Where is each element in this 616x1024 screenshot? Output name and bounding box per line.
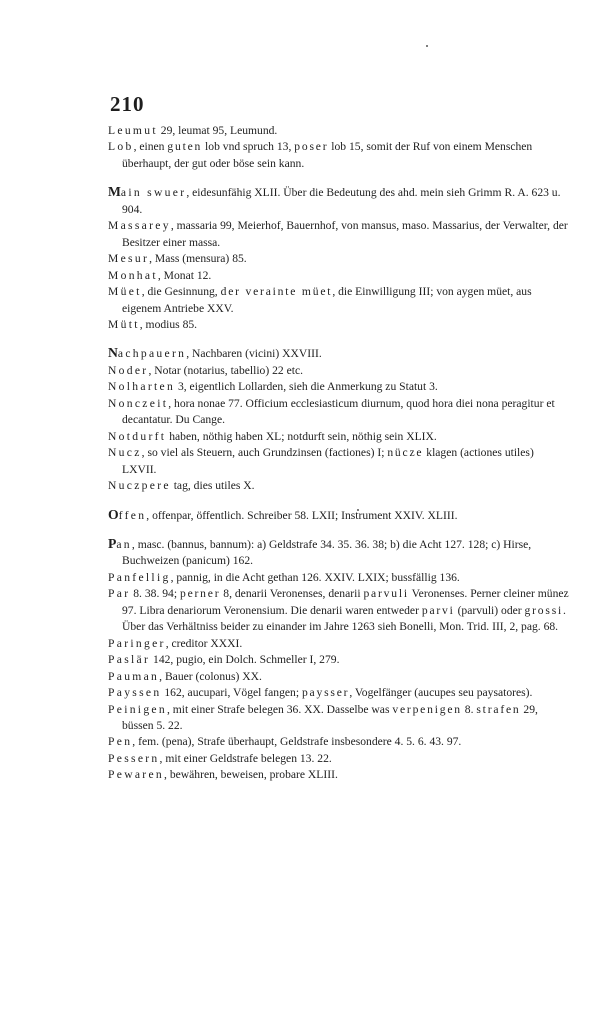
- spaced-term: guten: [167, 140, 203, 154]
- entry-definition: , die Einwilligung III; von aygen müet, aus eigenem Antriebe XXV.: [122, 285, 532, 315]
- entry-headword: Monhat: [108, 268, 158, 282]
- glossary-entry: [108, 767, 570, 783]
- glossary-entry: [108, 345, 570, 362]
- entry-definition: , masc. (bannus, bannum): a) Geldstrafe 34. 35. 36. 38; b) die Acht 127. 128; c) Hirse, Buchweizen (panicum) 162.: [122, 537, 532, 568]
- spaced-term: poser: [294, 140, 329, 154]
- speck-mark: [426, 45, 428, 47]
- spaced-term: verpenigen: [392, 702, 462, 716]
- entry-headword: ain swuer: [120, 186, 187, 200]
- entry-definition: , modius 85.: [139, 317, 198, 331]
- glossary-entry: [108, 702, 570, 735]
- glossary-entry: [108, 184, 570, 218]
- entry-definition: , die Gesinnung,: [141, 285, 221, 299]
- glossary-entry: [108, 429, 570, 445]
- entry-definition: 29, büssen 5. 22.: [122, 702, 538, 732]
- glossary-entry: [108, 317, 570, 333]
- glossary-entry: [108, 507, 570, 524]
- entry-definition: , creditor XXXI.: [165, 636, 243, 650]
- entry-headword: Nucz: [108, 446, 142, 460]
- entry-headword: Peinigen: [108, 702, 167, 716]
- entry-definition: , Bauer (colonus) XX.: [159, 669, 262, 683]
- glossary-entry: [108, 536, 570, 570]
- section-initial: M: [108, 184, 121, 200]
- spaced-term: grossi: [524, 603, 564, 617]
- entry-headword: Nuczpere: [108, 479, 171, 493]
- spaced-term: nücze: [387, 446, 424, 460]
- entry-definition: , fem. (pena), Strafe überhaupt, Geldstrafe insbesondere 4. 5. 6. 43. 97.: [132, 735, 462, 749]
- entry-headword: Panfellig: [108, 570, 171, 584]
- glossary-entry: [108, 123, 570, 139]
- section-gap: [108, 333, 570, 345]
- entry-definition: 8, denarii Veronenses, denarii: [220, 587, 364, 601]
- entry-headword: Massarey: [108, 219, 171, 233]
- entry-definition: 29, leumat 95, Leumund.: [157, 124, 278, 137]
- section-initial: P: [108, 535, 117, 551]
- entry-definition: Veronenses. Perner cleiner münez 97. Libra denariorum Veronensium. Die denarii waren entweder: [122, 587, 569, 617]
- entry-headword: Nolharten: [108, 380, 176, 394]
- glossary-entry: [108, 218, 570, 251]
- entry-definition: , Mass (mensura) 85.: [149, 252, 247, 266]
- glossary-entry: [108, 363, 570, 379]
- entry-headword: Mütt: [108, 317, 140, 331]
- section-initial: O: [108, 506, 119, 522]
- spaced-term: strafen: [476, 702, 521, 716]
- spaced-term: paysser: [301, 686, 350, 700]
- entry-definition: , offenpar, öffentlich. Schreiber 58. LXII; Instrument XXIV. XLIII.: [146, 508, 458, 522]
- entry-definition: , mit einer Strafe belegen 36. XX. Dasselbe was: [166, 702, 393, 716]
- entry-headword: Pessern: [108, 751, 160, 765]
- entry-headword: Paslär: [108, 653, 151, 667]
- section-gap: [108, 495, 570, 507]
- entry-headword: Leumut: [108, 124, 158, 137]
- glossary-entry: [108, 396, 570, 429]
- section-gap: [108, 172, 570, 184]
- entry-headword: Pewaren: [108, 768, 165, 782]
- entry-definition: , bewähren, beweisen, probare XLIII.: [164, 768, 338, 782]
- entry-headword: Müet: [108, 285, 142, 299]
- glossary-entries: [108, 123, 570, 784]
- entry-definition: 8. 38. 94;: [130, 587, 180, 601]
- glossary-entry: [108, 669, 570, 685]
- glossary-entry: [108, 751, 570, 767]
- glossary-entry: [108, 284, 570, 317]
- spaced-term: parvi: [421, 603, 455, 617]
- glossary-entry: [108, 139, 570, 172]
- entry-headword: Notdurft: [108, 429, 167, 443]
- glossary-entry: [108, 478, 570, 494]
- entry-headword: Pauman: [108, 669, 160, 683]
- entry-definition: lob 15, somit der Ruf von einem Menschen überhaupt, der gut oder böse sein kann.: [122, 140, 533, 170]
- section-gap: [108, 524, 570, 536]
- entry-definition: . Über das Verhältniss beider zu einander im Jahre 1263 sieh Bonelli, Mon. Trid. III, 2, pag. 68.: [122, 603, 566, 634]
- entry-headword: Noder: [108, 363, 149, 377]
- entry-definition: , massaria 99, Meierhof, Bauernhof, von mansus, maso. Massarius, der Verwalter, der Besitzer einer massa.: [122, 219, 568, 249]
- glossary-entry: [108, 586, 570, 635]
- entry-definition: , Monat 12.: [157, 268, 212, 282]
- glossary-entry: [108, 379, 570, 395]
- glossary-entry: [108, 268, 570, 284]
- entry-definition: , einen: [133, 140, 168, 154]
- entry-definition: 162, aucupari, Vögel fangen;: [161, 686, 302, 700]
- entry-definition: , pannig, in die Acht gethan 126. XXIV. LXIX; bussfällig 136.: [170, 570, 460, 584]
- entry-definition: lob vnd spruch 13,: [202, 140, 295, 154]
- entry-definition: 8.: [461, 702, 477, 716]
- entry-headword: Pen: [108, 735, 133, 749]
- glossary-entry: [108, 685, 570, 701]
- entry-definition: , hora nonae 77. Officium ecclesiasticum diurnum, quod hora diei nona peragitur et decantatur. Du Cange.: [122, 396, 555, 427]
- entry-definition: haben, nöthig haben XL; notdurft sein, nöthig sein XLIX.: [166, 429, 437, 443]
- glossary-entry: [108, 636, 570, 652]
- entry-definition: klagen (actiones utiles) LXVII.: [122, 446, 534, 476]
- entry-headword: Payssen: [108, 686, 162, 700]
- entry-headword: Nonczeit: [108, 396, 169, 410]
- glossary-entry: [108, 570, 570, 586]
- entry-definition: , mit einer Geldstrafe belegen 13. 22.: [159, 751, 332, 765]
- spaced-term: perner: [179, 587, 221, 601]
- spaced-term: der veraint​e müet: [220, 285, 333, 299]
- entry-headword: Mesur: [108, 252, 150, 266]
- entry-headword: Paringer: [108, 636, 166, 650]
- entry-headword: ffen: [118, 508, 147, 522]
- entry-definition: tag, dies utiles X.: [170, 479, 255, 493]
- glossary-entry: [108, 445, 570, 478]
- entry-headword: Par: [108, 587, 131, 601]
- section-initial: N: [108, 345, 118, 361]
- entry-definition: , Nachbaren (vicini) XXVIII.: [186, 347, 322, 361]
- entry-definition: , so viel als Steuern, auch Grundzinsen (factiones) I;: [141, 446, 388, 460]
- entry-definition: , Vogelfänger (aucupes seu paysatores).: [349, 686, 533, 700]
- entry-definition: , eidesunfähig XLII. Über die Bedeutung des ahd. mein sieh Grimm R. A. 623 u. 904.: [122, 186, 561, 216]
- entry-definition: , Notar (notarius, tabellio) 22 etc.: [148, 363, 304, 377]
- entry-definition: 142, pugio, ein Dolch. Schmeller I, 279.: [150, 653, 340, 667]
- glossary-entry: [108, 734, 570, 750]
- entry-definition: (parvuli) oder: [454, 603, 525, 617]
- entry-headword: an: [116, 537, 132, 551]
- spaced-term: parvuli: [363, 587, 409, 601]
- glossary-entry: [108, 652, 570, 668]
- entry-definition: 3, eigentlich Lollarden, sieh die Anmerkung zu Statut 3.: [175, 380, 438, 394]
- entry-headword: Lob: [108, 140, 134, 154]
- page-number: 210: [110, 92, 145, 116]
- glossary-entry: [108, 251, 570, 267]
- entry-headword: achpauern: [117, 347, 187, 361]
